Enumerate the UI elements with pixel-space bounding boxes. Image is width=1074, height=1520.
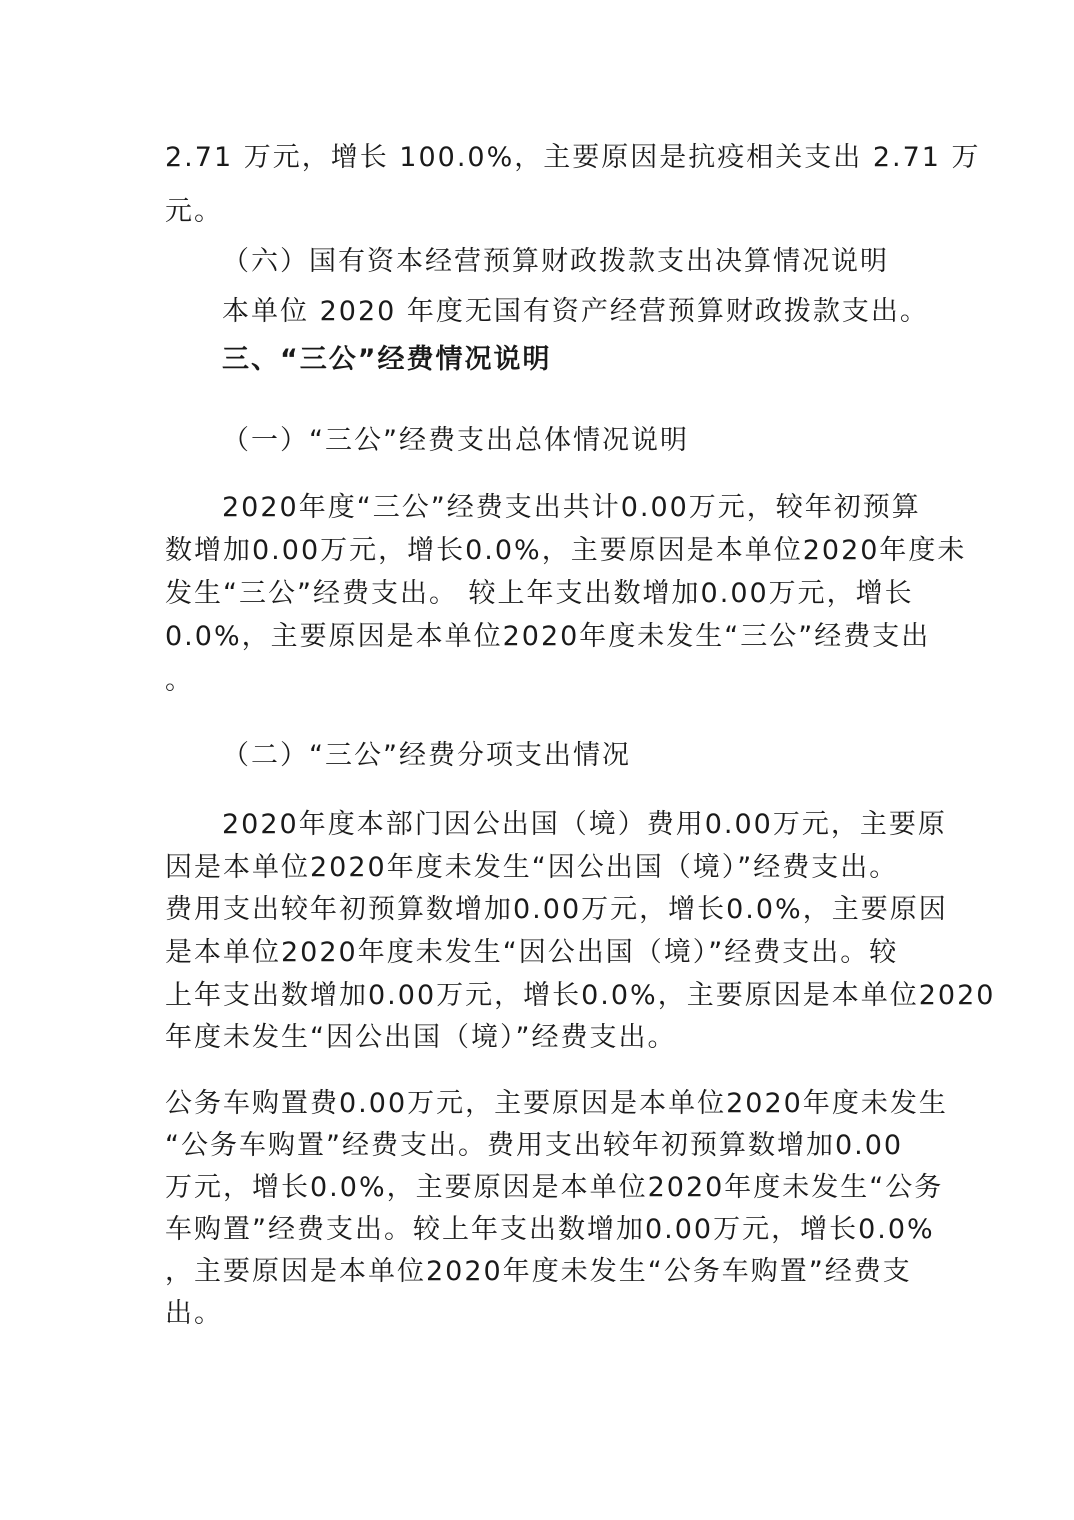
section-heading-three-public: 三、“三公”经费情况说明: [222, 344, 552, 375]
text-line: 发生“三公”经费支出。 较上年支出数增加0.00万元，增长: [165, 578, 914, 609]
text-line: 上年支出数增加0.00万元，增长0.0%，主要原因是本单位2020: [165, 980, 996, 1011]
text-line: 出。: [165, 1298, 223, 1329]
text-line: 。: [165, 665, 194, 696]
text-line: 车购置”经费支出。较上年支出数增加0.00万元，增长0.0%: [165, 1214, 935, 1245]
text-line: 是本单位2020年度未发生“因公出国（境）”经费支出。较: [165, 937, 899, 968]
paragraph-no-state-capital-expense: 本单位 2020 年度无国有资产经营预算财政拨款支出。: [222, 296, 929, 327]
text-line: 万元，增长0.0%，主要原因是本单位2020年度未发生“公务: [165, 1172, 944, 1203]
text-line: 数增加0.00万元，增长0.0%，主要原因是本单位2020年度未: [165, 535, 967, 566]
text-line: 2020年度“三公”经费支出共计0.00万元，较年初预算: [222, 492, 921, 523]
heading-state-capital-budget: （六）国有资本经营预算财政拨款支出决算情况说明: [222, 246, 889, 277]
text-line: 因是本单位2020年度未发生“因公出国（境）”经费支出。: [165, 852, 899, 883]
text-line: “公务车购置”经费支出。费用支出较年初预算数增加0.00: [165, 1130, 904, 1161]
text-line: 2.71 万元，增长 100.0%，主要原因是抗疫相关支出 2.71 万: [165, 142, 981, 173]
text-line: ，主要原因是本单位2020年度未发生“公务车购置”经费支: [165, 1256, 912, 1287]
text-line: 年度未发生“因公出国（境）”经费支出。: [165, 1022, 677, 1053]
text-line: 2020年度本部门因公出国（境）费用0.00万元，主要原: [222, 809, 947, 840]
subheading-itemized: （二）“三公”经费分项支出情况: [222, 740, 631, 771]
text-line: 费用支出较年初预算数增加0.00万元，增长0.0%，主要原因: [165, 894, 948, 925]
text-line: 元。: [165, 196, 223, 227]
text-line: 0.0%，主要原因是本单位2020年度未发生“三公”经费支出: [165, 621, 931, 652]
text-line: 公务车购置费0.00万元，主要原因是本单位2020年度未发生: [165, 1088, 948, 1119]
subheading-overall: （一）“三公”经费支出总体情况说明: [222, 425, 689, 456]
